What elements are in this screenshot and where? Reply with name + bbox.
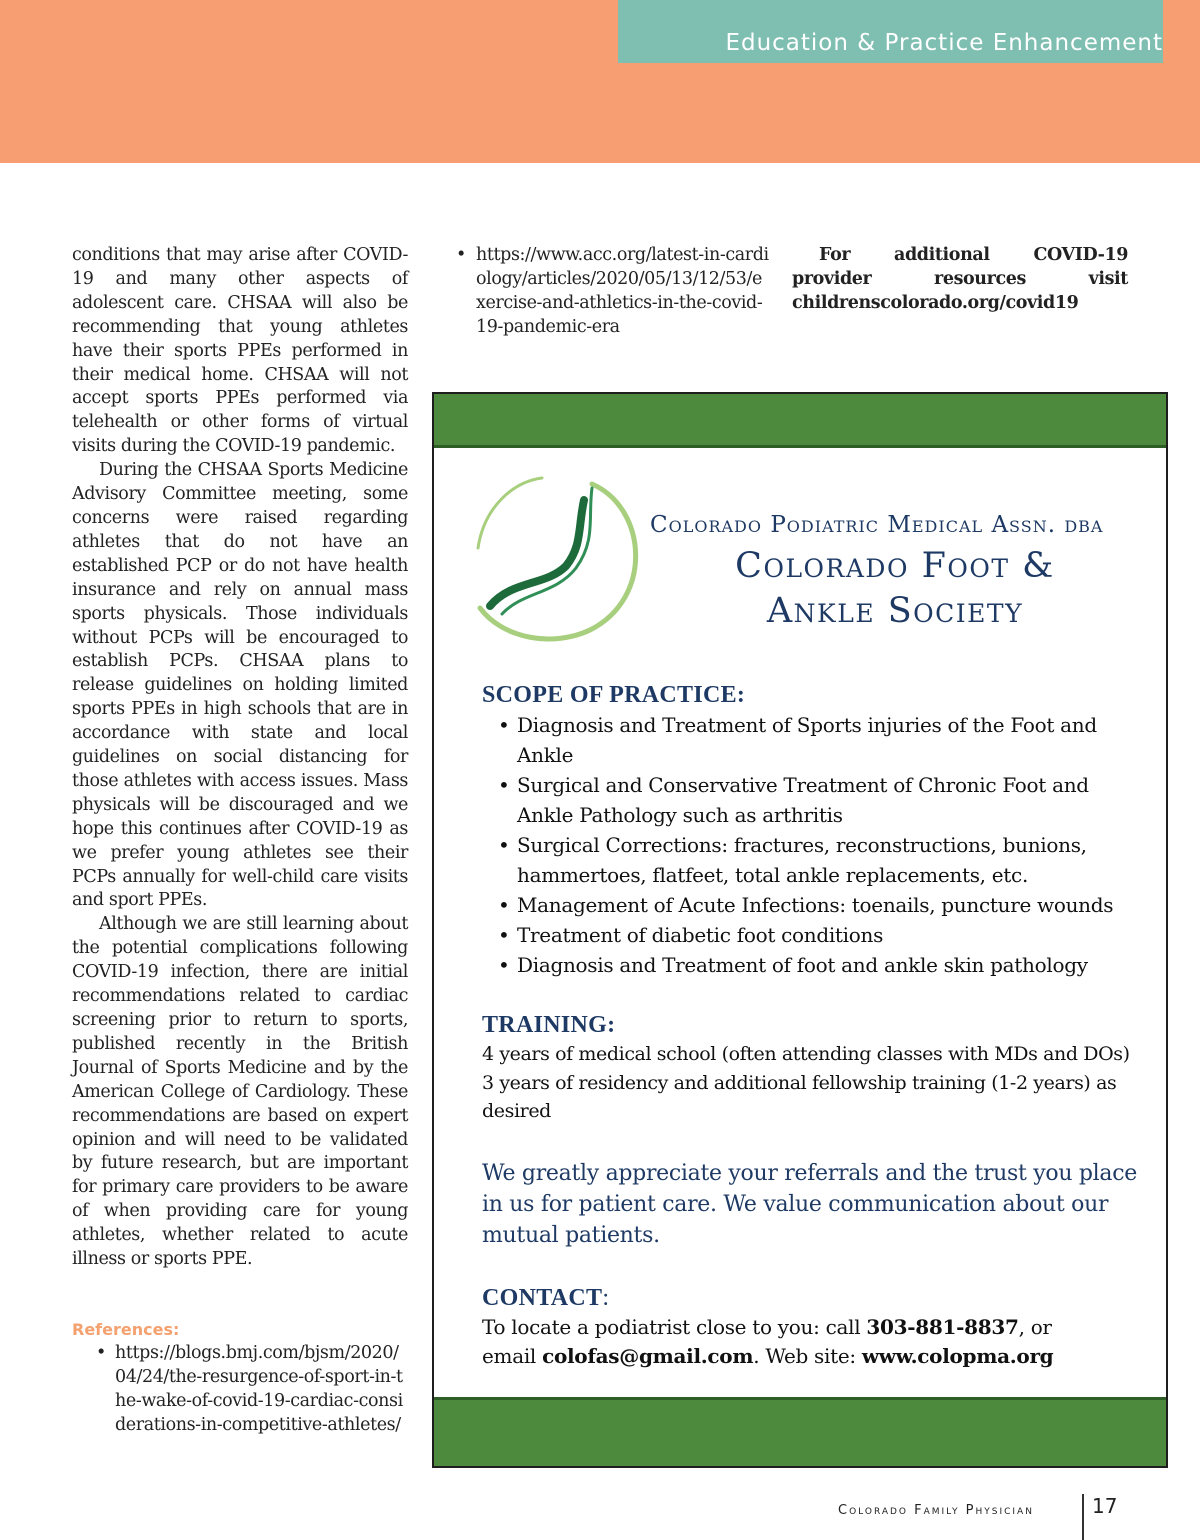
contact-email-line	[482, 1342, 1142, 1371]
contact-text: . Web site:	[753, 1343, 862, 1368]
scope-heading: SCOPE OF PRACTICE:	[482, 682, 746, 708]
phone-number[interactable]: 303-881-8837	[866, 1314, 1019, 1339]
email-link[interactable]: colofas@gmail.com	[542, 1343, 754, 1368]
contact-heading-text: CONTACT	[482, 1284, 603, 1311]
page-number: 17	[1092, 1494, 1118, 1518]
reference-link[interactable]: • https://www.acc.org/latest-in-cardiology/articles/2020/05/13/12/53/exercise-and-athletics-in-the-covid-19-pandemic-era	[456, 244, 769, 340]
scope-item: • Diagnosis and Treatment of foot and ankle skin pathology	[498, 950, 1142, 980]
contact-text: To locate a podiatrist close to you: call	[482, 1314, 867, 1339]
contact-text: , or	[1018, 1314, 1052, 1339]
section-label: Education & Practice Enhancement	[725, 30, 1163, 56]
appreciation-message: We greatly appreciate your referrals and the trust you place in us for patient care. We value communication about our mutual patients.	[482, 1160, 1137, 1248]
society-name-line: Colorado Foot &	[735, 546, 1055, 586]
society-advertisement	[432, 392, 1168, 1468]
society-name-line: Ankle Society	[766, 591, 1024, 631]
references-heading: References:	[72, 1320, 180, 1339]
scope-item: • Management of Acute Infections: toenails, puncture wounds	[498, 890, 1142, 920]
contact-text: email	[482, 1343, 543, 1368]
scope-item: • Treatment of diabetic foot conditions	[498, 920, 1142, 950]
association-name: Colorado Podiatric Medical Assn. dba	[650, 512, 1104, 538]
article-column-2	[456, 244, 769, 340]
additional-resources-note: For additional COVID-19 provider resources visit childrenscolorado.org/covid19	[792, 245, 1128, 313]
ad-content	[482, 680, 1142, 1371]
contact-heading-colon: :	[602, 1284, 610, 1311]
foot-logo-icon	[472, 468, 644, 644]
footer-divider	[1082, 1494, 1084, 1540]
article-paragraph: Although we are still learning about the potential complications following COVID-19 infection, there are initial recommendations related to cardiac screening prior to return to sports, published recently in the British Journal of Sports Medicine and by the American College of Cardiology. These recommendations are based on expert opinion and will need to be validated by future research, but are important for primary care providers to be aware of when providing care for young athletes, whether related to acute illness or sports PPE.	[72, 914, 408, 1270]
contact-heading	[482, 1283, 1142, 1313]
ad-bottom-bar	[434, 1397, 1166, 1466]
article-paragraph: conditions that may arise after COVID-19 and many other aspects of adolescent care. CHSAA will also be recommending that young athletes have their sports PPEs performed in their medical home. CHSAA will not accept sports PPEs performed via telehealth or other forms of virtual visits during the COVID-19 pandemic.	[72, 245, 408, 457]
society-name	[680, 544, 1110, 634]
training-heading: TRAINING:	[482, 1012, 616, 1038]
training-line: 4 years of medical school (often attending classes with MDs and DOs)	[482, 1043, 1130, 1065]
website-link[interactable]: www.colopma.org	[861, 1343, 1054, 1368]
section-tab	[618, 0, 1163, 63]
publication-name: Colorado Family Physician	[838, 1503, 1034, 1518]
article-paragraph: During the CHSAA Sports Medicine Advisory Committee meeting, some concerns were raised regarding athletes that do not have an established PCP or do not have health insurance and rely on annual mass sports physicals. Those individuals without PCPs will be encouraged to establish PCPs. CHSAA plans to release guidelines on holding limited sports PPEs in high schools that are in accordance with state and local guidelines on social distancing for those athletes with access issues. Mass physicals will be discouraged and we hope this continues after COVID-19 as we prefer young athletes see their PCPs annually for well-child care visits and sport PPEs.	[72, 460, 408, 911]
references-list	[96, 1342, 408, 1438]
article-column-1	[72, 244, 408, 1272]
scope-item: • Diagnosis and Treatment of Sports injuries of the Foot and Ankle	[498, 710, 1142, 770]
scope-item: • Surgical Corrections: fractures, reconstructions, bunions, hammertoes, flatfeet, total ankle replacements, etc.	[498, 830, 1142, 890]
training-line: 3 years of residency and additional fellowship training (1-2 years) as desired	[482, 1071, 1117, 1122]
scope-item: • Surgical and Conservative Treatment of Chronic Foot and Ankle Pathology such as arthritis	[498, 770, 1142, 830]
scope-list	[482, 710, 1142, 980]
ad-top-bar	[434, 394, 1166, 448]
reference-link[interactable]: • https://blogs.bmj.com/bjsm/2020/04/24/the-resurgence-of-sport-in-the-wake-of-covid-19-cardiac-considerations-in-competitive-athletes/	[96, 1342, 408, 1438]
contact-phone-line	[482, 1313, 1142, 1342]
